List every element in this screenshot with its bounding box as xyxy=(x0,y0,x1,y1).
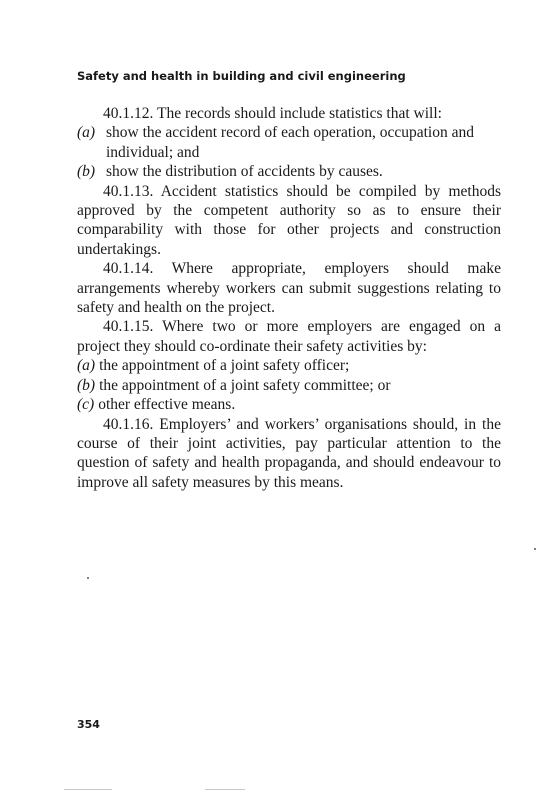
scan-edge-line xyxy=(64,789,112,790)
list-item xyxy=(77,123,501,162)
scan-speck xyxy=(87,577,89,579)
list-item xyxy=(77,376,501,395)
list-item xyxy=(77,162,501,181)
scan-speck xyxy=(534,548,536,550)
list-item-letter: (b) xyxy=(77,163,96,181)
scan-edge-line xyxy=(205,789,245,790)
list-item-letter: (b) xyxy=(77,376,96,394)
list-item-letter: (c) xyxy=(77,396,95,414)
list-item-letter: (a) xyxy=(77,124,96,142)
page-number: 354 xyxy=(77,718,100,731)
list-item xyxy=(77,395,501,414)
paragraph-40-1-15: 40.1.15. Where two or more employers are engaged on a project they should co-ordinate their safety activities by: xyxy=(77,318,501,355)
list-item-text: other effective means. xyxy=(98,396,236,414)
list-item xyxy=(77,356,501,375)
list-item-text: the appointment of a joint safety committee; or xyxy=(99,376,391,394)
list-item-letter: (a) xyxy=(77,357,96,375)
body-text xyxy=(77,104,501,492)
paragraph-40-1-14: 40.1.14. Where appropriate, employers should make arrangements whereby workers can submit suggestions relating to safety and health on the project. xyxy=(77,260,501,317)
paragraph-40-1-13: 40.1.13. Accident statistics should be compiled by methods approved by the competent authority so as to ensure their comparability with those for other projects and construction undertakings. xyxy=(77,182,501,258)
paragraph-40-1-16: 40.1.16. Employers’ and workers’ organisations should, in the course of their joint activities, pay particular attention to the question of safety and health propaganda, and should endeavour to improve all safety measures by this means. xyxy=(77,415,501,491)
paragraph-40-1-12: 40.1.12. The records should include statistics that will: xyxy=(103,105,442,122)
list-item-text: show the distribution of accidents by causes. xyxy=(106,163,383,181)
list-item-text: show the accident record of each operation, occupation and individual; and xyxy=(106,124,474,161)
list-item-text: the appointment of a joint safety officer; xyxy=(99,357,350,375)
running-head: Safety and health in building and civil engineering xyxy=(77,69,406,83)
